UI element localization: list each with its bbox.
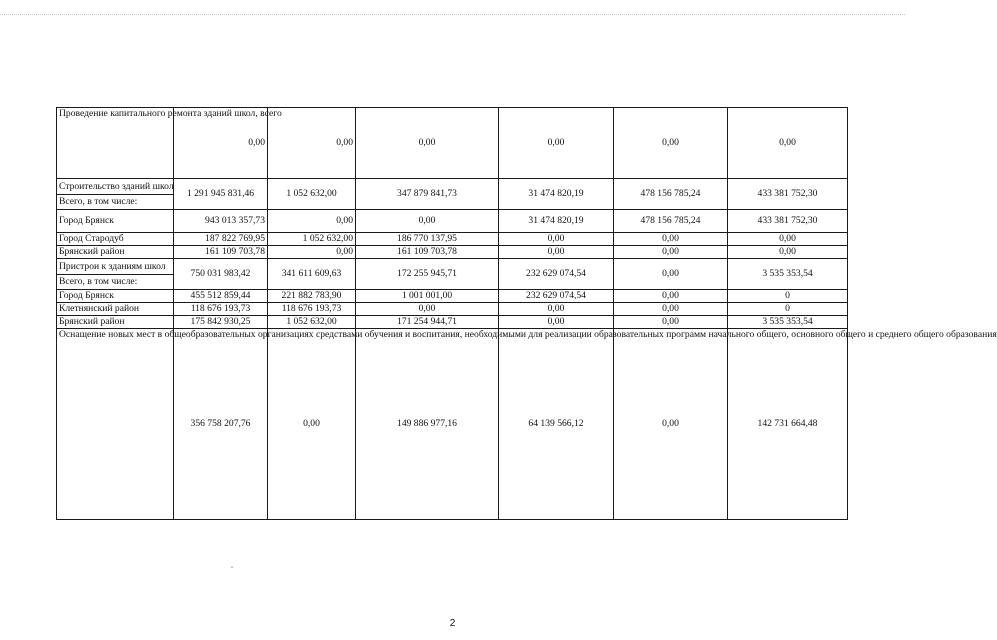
value-cell: 0,00	[268, 210, 356, 233]
value-cell: 64 139 566,12	[499, 329, 614, 520]
row-label: Оснащение новых мест в общеобразовательных организациях средствами обучения и воспитания, необходимыми для реализации образовательных программ начального общего, основного общего и среднего общего образования	[57, 329, 174, 520]
value-cell: 1 052 632,00	[268, 179, 356, 210]
value-cell: 0,00	[614, 303, 728, 316]
value-cell: 0,00	[356, 210, 499, 233]
value-cell: 0,00	[728, 233, 848, 246]
value-cell: 1 001 001,00	[356, 290, 499, 303]
value-cell: 149 886 977,16	[356, 329, 499, 520]
value-cell: 0,00	[356, 108, 499, 179]
table-row	[57, 290, 848, 303]
value-cell: 3 535 353,54	[728, 316, 848, 329]
value-cell: 478 156 785,24	[614, 179, 728, 210]
value-cell: 0,00	[268, 329, 356, 520]
page-number: 2	[449, 618, 456, 629]
value-cell: 0,00	[614, 316, 728, 329]
scan-artifact-line	[0, 14, 905, 19]
row-label-cell	[57, 179, 174, 210]
value-cell: 232 629 074,54	[499, 290, 614, 303]
table-row	[57, 108, 848, 179]
value-cell: 161 109 703,78	[356, 246, 499, 259]
value-cell: 232 629 074,54	[499, 259, 614, 290]
value-cell: 0,00	[614, 246, 728, 259]
value-cell: 0,00	[614, 233, 728, 246]
value-cell: 0,00	[499, 233, 614, 246]
table-row	[57, 233, 848, 246]
table-row	[57, 329, 848, 520]
value-cell: 0,00	[174, 108, 268, 179]
row-label: Клетнянский район	[57, 303, 174, 316]
value-cell: 31 474 820,19	[499, 179, 614, 210]
row-label: Город Брянск	[57, 290, 174, 303]
value-cell: 0,00	[356, 303, 499, 316]
value-cell: 433 381 752,30	[728, 179, 848, 210]
value-cell: 0,00	[728, 246, 848, 259]
value-cell: 433 381 752,30	[728, 210, 848, 233]
value-cell: 3 535 353,54	[728, 259, 848, 290]
value-cell: 1 291 945 831,46	[174, 179, 268, 210]
table-row	[57, 210, 848, 233]
value-cell: 0,00	[614, 329, 728, 520]
table-row	[57, 259, 848, 290]
value-cell: 0,00	[268, 108, 356, 179]
value-cell: 478 156 785,24	[614, 210, 728, 233]
table-row	[57, 179, 848, 210]
table-row	[57, 316, 848, 329]
value-cell: 1 052 632,00	[268, 316, 356, 329]
value-cell: 31 474 820,19	[499, 210, 614, 233]
value-cell: 175 842 930,25	[174, 316, 268, 329]
value-cell: 356 758 207,76	[174, 329, 268, 520]
value-cell: 943 013 357,73	[174, 210, 268, 233]
value-cell: 118 676 193,73	[174, 303, 268, 316]
value-cell: 221 882 783,90	[268, 290, 356, 303]
budget-table	[56, 107, 997, 520]
value-cell: 455 512 859,44	[174, 290, 268, 303]
value-cell: 0	[728, 290, 848, 303]
row-label: Город Брянск	[57, 210, 174, 233]
value-cell: 341 611 609,63	[268, 259, 356, 290]
value-cell: 0,00	[614, 259, 728, 290]
value-cell: 0,00	[614, 108, 728, 179]
value-cell: 142 731 664,48	[728, 329, 848, 520]
row-sublabel: Всего, в том числе:	[57, 274, 173, 288]
value-cell: 0	[728, 303, 848, 316]
value-cell: 0,00	[728, 108, 848, 179]
value-cell: 1 052 632,00	[268, 233, 356, 246]
value-cell: 118 676 193,73	[268, 303, 356, 316]
row-label: Проведение капитального ремонта зданий школ, всего	[57, 108, 174, 179]
row-label: Пристрои к зданиям школ	[59, 260, 166, 272]
row-label: Строительство зданий школ	[59, 180, 174, 192]
value-cell: 0,00	[499, 316, 614, 329]
row-label: Брянский район	[57, 246, 174, 259]
row-label: Брянский район	[57, 316, 174, 329]
row-sublabel: Всего, в том числе:	[57, 194, 173, 208]
table-row	[57, 303, 848, 316]
value-cell: 0,00	[614, 290, 728, 303]
value-cell: 0,00	[499, 303, 614, 316]
value-cell: 161 109 703,78	[174, 246, 268, 259]
value-cell: 347 879 841,73	[356, 179, 499, 210]
value-cell: 750 031 983,42	[174, 259, 268, 290]
row-label-cell	[57, 259, 174, 290]
value-cell: 0,00	[268, 246, 356, 259]
table-row	[57, 246, 848, 259]
value-cell: 186 770 137,95	[356, 233, 499, 246]
value-cell: 0,00	[499, 246, 614, 259]
scan-speck	[231, 566, 233, 568]
value-cell: 187 822 769,95	[174, 233, 268, 246]
row-label: Город Стародуб	[57, 233, 174, 246]
value-cell: 172 255 945,71	[356, 259, 499, 290]
value-cell: 0,00	[499, 108, 614, 179]
value-cell: 171 254 944,71	[356, 316, 499, 329]
